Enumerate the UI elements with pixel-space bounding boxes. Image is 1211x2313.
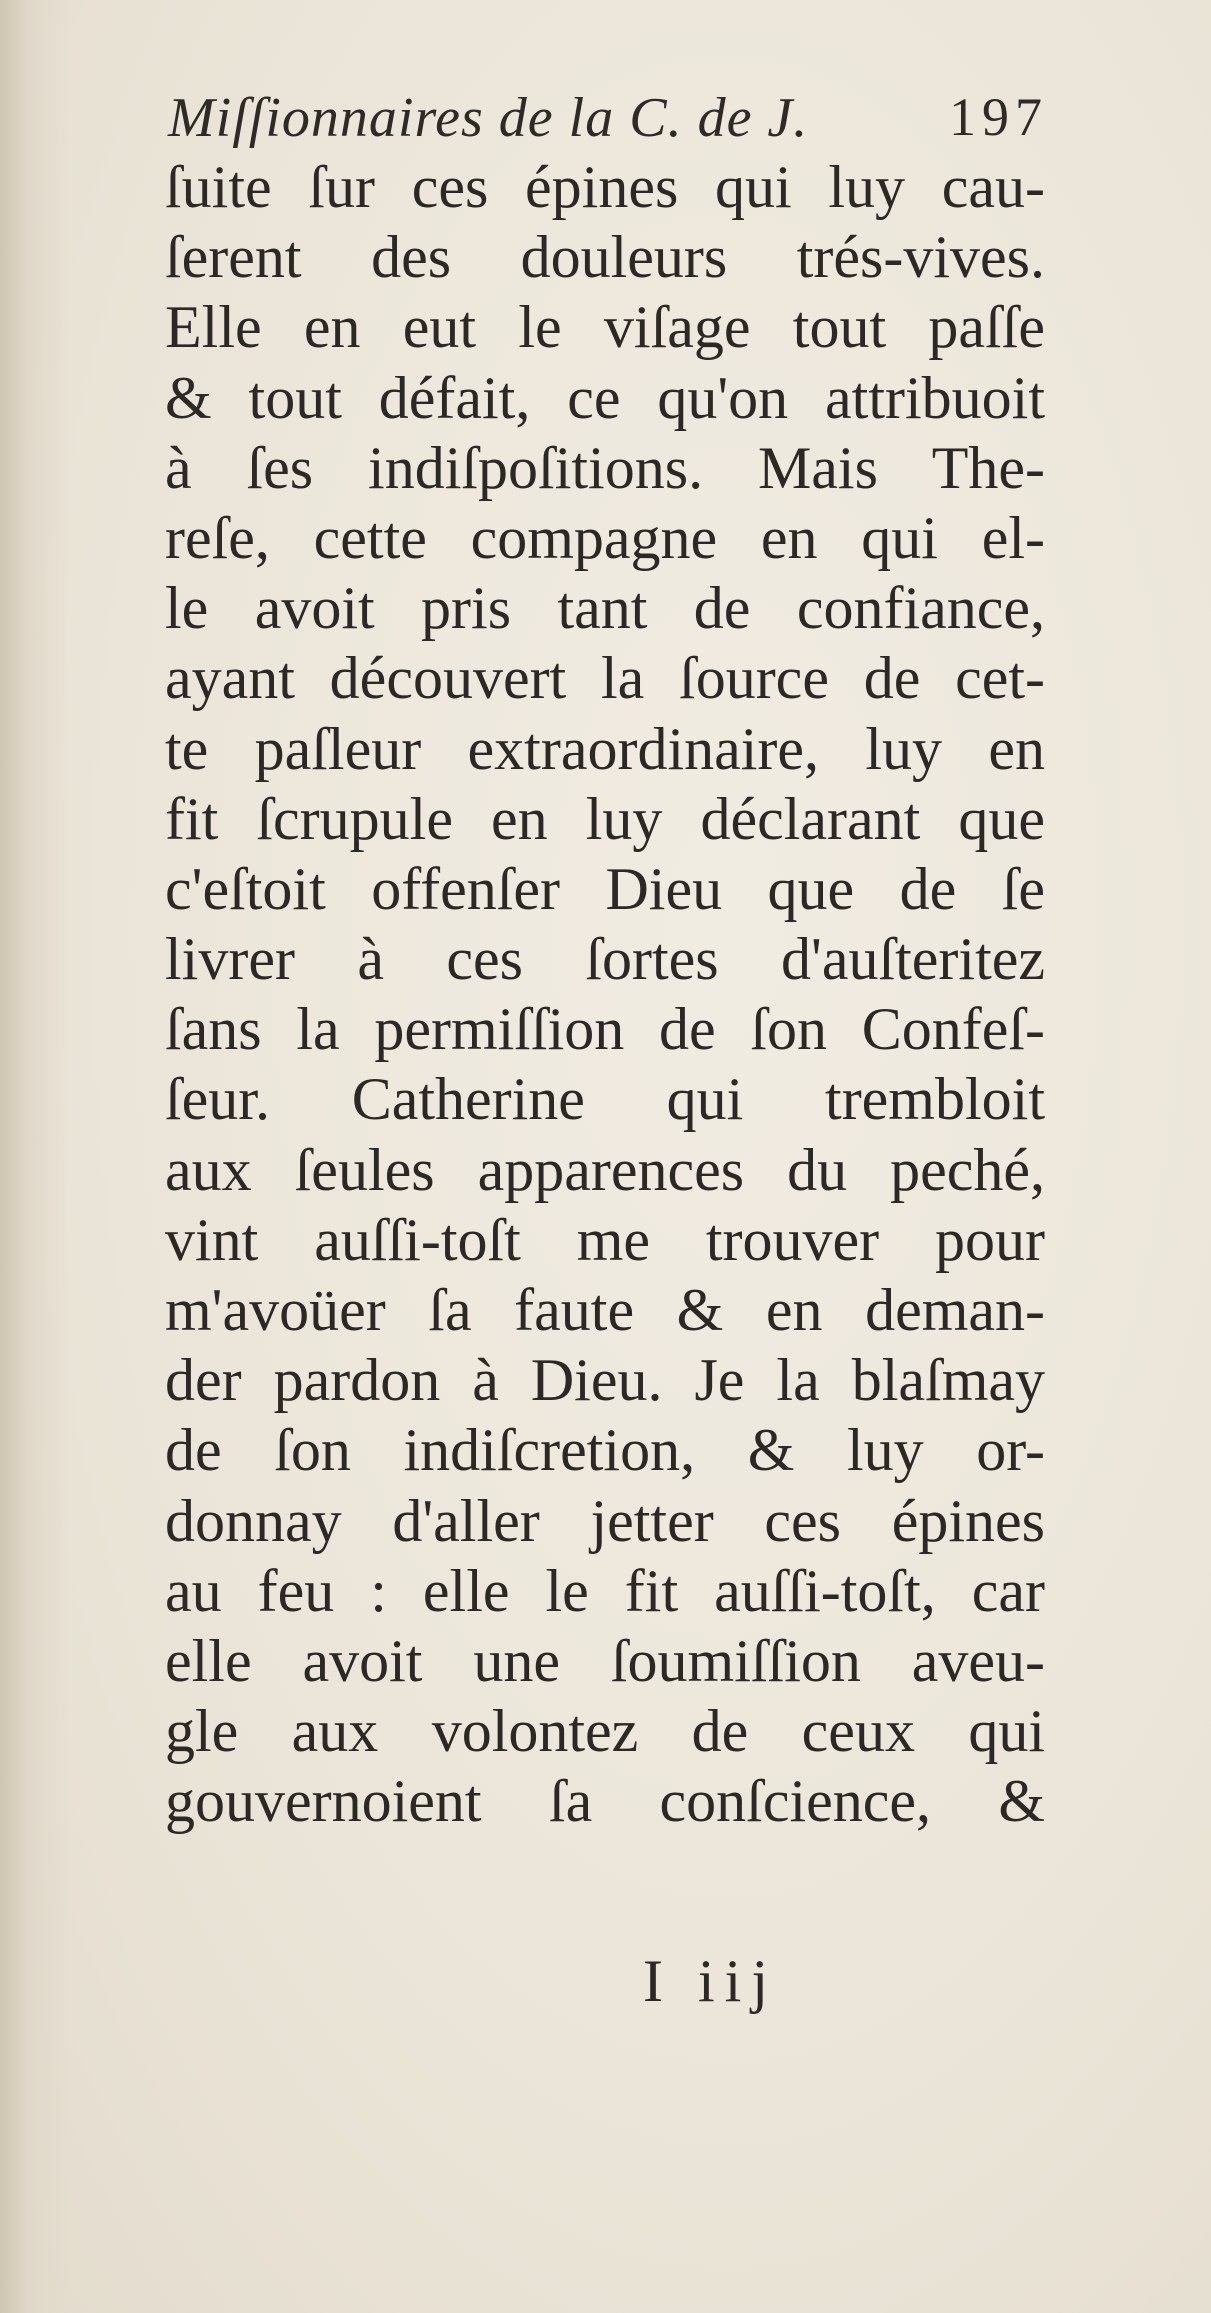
text-line: livrer à ces ſortes d'auſteritez [165, 926, 1045, 993]
running-title: Miſſionnaires de la C. de J. [168, 87, 809, 149]
body-text [165, 152, 1045, 1837]
text-line: ayant découvert la ſource de cet- [165, 645, 1045, 712]
text-line: ſuite ſur ces épines qui luy cau- [165, 154, 1045, 220]
text-line: ſans la permiſſion de ſon Confeſ- [165, 996, 1045, 1063]
text-line: te paſleur extraordinaire, luy en [165, 715, 1045, 782]
text-line: der pardon à Dieu. Je la blaſmay [165, 1347, 1045, 1414]
text-line: au feu : elle le fit auſſi-toſt, car [165, 1557, 1045, 1624]
text-line: & tout défait, ce qu'on attribuoit [165, 364, 1045, 431]
text-line: c'eſtoit offenſer Dieu que de ſe [165, 855, 1045, 922]
page-number: 197 [949, 87, 1048, 147]
text-line: aux ſeules apparences du peché, [165, 1136, 1045, 1203]
text-line: le avoit pris tant de confiance, [165, 575, 1045, 642]
text-line: ſerent des douleurs trés-vives. [165, 224, 1045, 291]
text-line: Elle en eut le viſage tout paſſe [165, 294, 1045, 361]
text-line: donnay d'aller jetter ces épines [165, 1487, 1045, 1554]
text-line: gle aux volontez de ceux qui [165, 1698, 1045, 1765]
text-line: reſe, cette compagne en qui el- [165, 504, 1045, 571]
text-line: m'avoüer ſa faute & en deman- [165, 1277, 1045, 1343]
text-line: ſeur. Catherine qui trembloit [165, 1066, 1045, 1133]
text-line: vint auſſi-toſt me trouver pour [165, 1206, 1045, 1273]
text-line: de ſon indiſcretion, & luy or- [165, 1417, 1045, 1484]
signature-mark: I iij [643, 1948, 778, 2014]
text-line: gouvernoient ſa conſcience, & [165, 1768, 1045, 1835]
text-line: à ſes indiſpoſitions. Mais The- [165, 434, 1045, 501]
signature-mark-row [0, 1941, 1211, 2021]
text-line: elle avoit une ſoumiſſion aveu- [165, 1627, 1045, 1694]
text-line: fit ſcrupule en luy déclarant que [165, 785, 1045, 852]
